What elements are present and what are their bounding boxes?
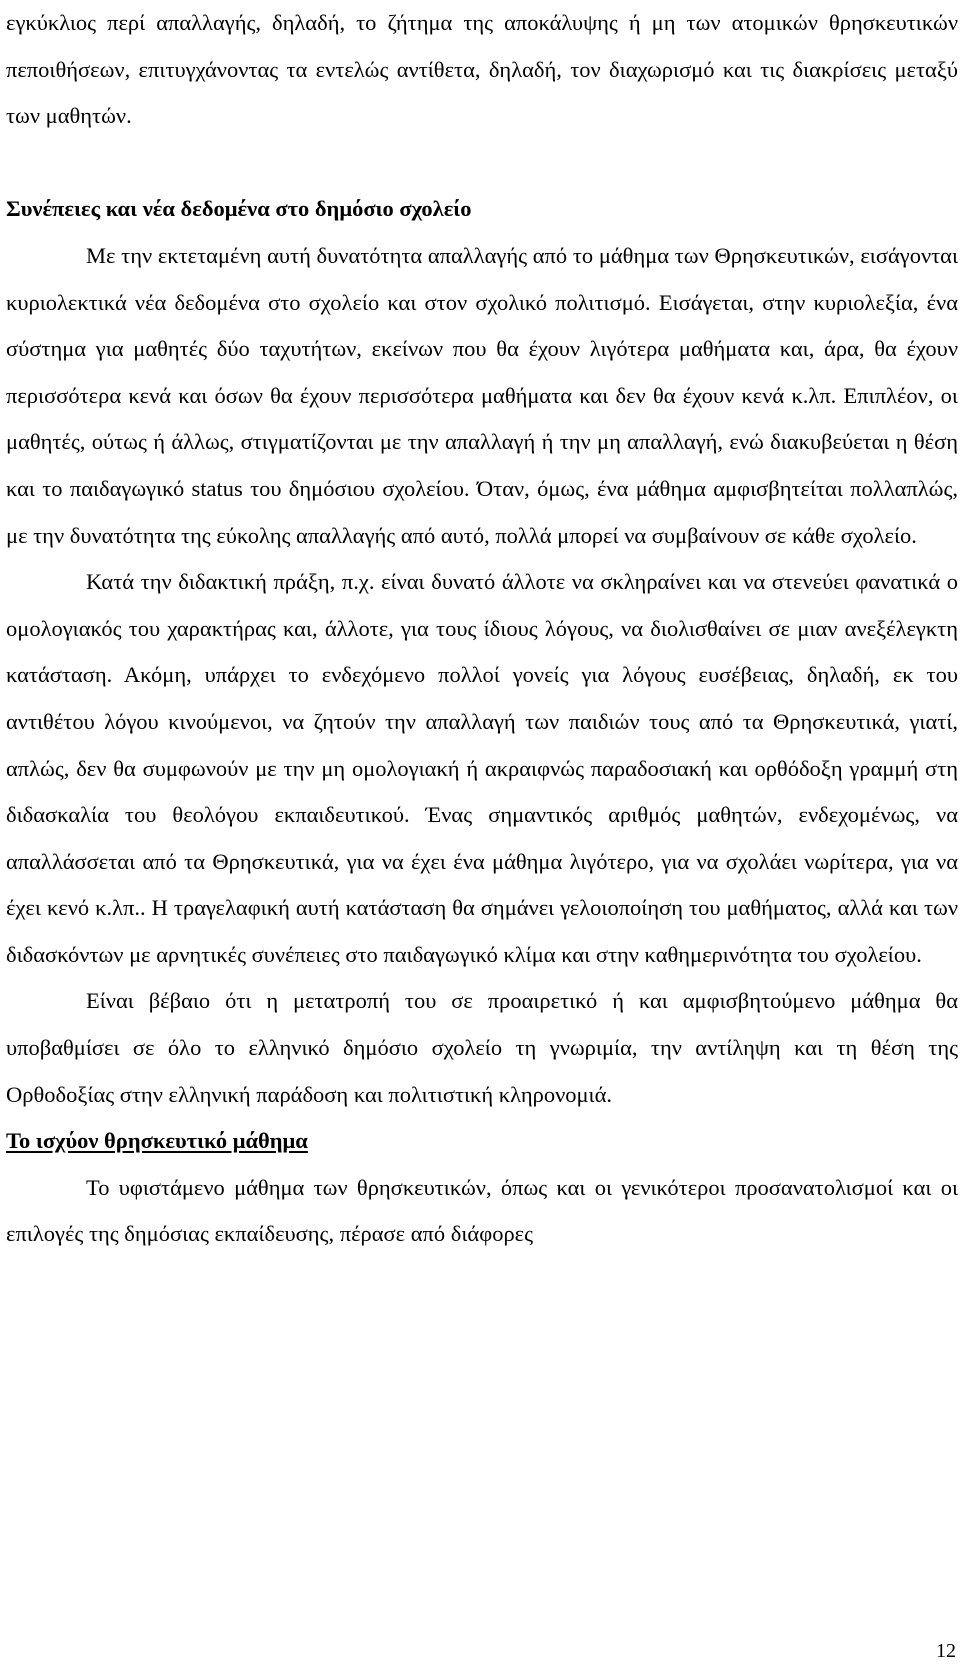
paragraph-certainty: Είναι βέβαιο ότι η μετατροπή του σε προαιρετικό ή και αμφισβητούμενο μάθημα θα υποβαθμίσει σε όλο το ελληνικό δημόσιο σχολείο τη γνωριμία, την αντίληψη και τη θέση της Ορθοδοξίας στην ελληνική παράδοση και πολιτιστική κληρονομιά.	[6, 988, 958, 1107]
section-heading-current-lesson: Το ισχύον θρησκευτικό μάθημα	[6, 1128, 308, 1154]
paragraph-intro: εγκύκλιος περί απαλλαγής, δηλαδή, το ζήτημα της αποκάλυψης ή μη των ατομικών θρησκευτικών πεποιθήσεων, επιτυγχάνοντας τα εντελώς αντίθετα, δηλαδή, τον διαχωρισμό και τις διακρίσεις μεταξύ των μαθητών.	[6, 10, 958, 129]
paragraph-consequences: Με την εκτεταμένη αυτή δυνατότητα απαλλαγής από το μάθημα των Θρησκευτικών, εισάγονται κυριολεκτικά νέα δεδομένα στο σχολείο και στον σχολικό πολιτισμό. Εισάγεται, στην κυριολεξία, ένα σύστημα για μαθητές δύο ταχυτήτων, εκείνων που θα έχουν λιγότερα μαθήματα και, άρα, θα έχουν περισσότερα κενά και όσων θα έχουν περισσότερα μαθήματα και δεν θα έχουν κενά κ.λπ. Επιπλέον, οι μαθητές, ούτως ή άλλως, στιγματίζονται με την απαλλαγή ή την μη απαλλαγή, ενώ διακυβεύεται η θέση και το παιδαγωγικό status του δημόσιου σχολείου. Όταν, όμως, ένα μάθημα αμφισβητείται πολλαπλώς, με την δυνατότητα της εύκολης απαλλαγής από αυτό, πολλά μπορεί να συμβαίνουν σε κάθε σχολείο.	[6, 242, 958, 548]
section-heading-consequences: Συνέπειες και νέα δεδομένα στο δημόσιο σχολείο	[6, 196, 472, 222]
paragraph-current-lesson: Το υφιστάμενο μάθημα των θρησκευτικών, όπως και οι γενικότεροι προσανατολισμοί και οι επιλογές της δημόσιας εκπαίδευσης, πέρασε από διάφορες	[6, 1174, 958, 1247]
spacer	[6, 140, 958, 187]
paragraph-didactic-practice: Κατά την διδακτική πράξη, π.χ. είναι δυνατό άλλοτε να σκληραίνει και να στενεύει φανατικά ο ομολογιακός του χαρακτήρας και, άλλοτε, για τους ίδιους λόγους, να διολισθαίνει σε μιαν ανεξέλεγκτη κατάσταση. Ακόμη, υπάρχει το ενδεχόμενο πολλοί γονείς για λόγους ευσέβειας, δηλαδή, εκ του αντιθέτου λόγου κινούμενοι, να ζητούν την απαλλαγή των παιδιών τους από τα Θρησκευτικά, γιατί, απλώς, δεν θα συμφωνούν με την μη ομολογιακή ή ακραιφνώς παραδοσιακή και ορθόδοξη γραμμή στη διδασκαλία του θεολόγου εκπαιδευτικού. Ένας σημαντικός αριθμός μαθητών, ενδεχομένως, να απαλλάσσεται από τα Θρησκευτικά, για να έχει ένα μάθημα λιγότερο, για να σχολάει νωρίτερα, για να έχει κενό κ.λπ.. Η τραγελαφική αυτή κατάσταση θα σημάνει γελοιοποίηση του μαθήματος, αλλά και των διδασκόντων με αρνητικές συνέπειες στο παιδαγωγικό κλίμα και στην καθημερινότητα του σχολείου.	[6, 569, 958, 967]
document-page	[6, 0, 958, 1258]
page-number: 12	[936, 1640, 956, 1662]
